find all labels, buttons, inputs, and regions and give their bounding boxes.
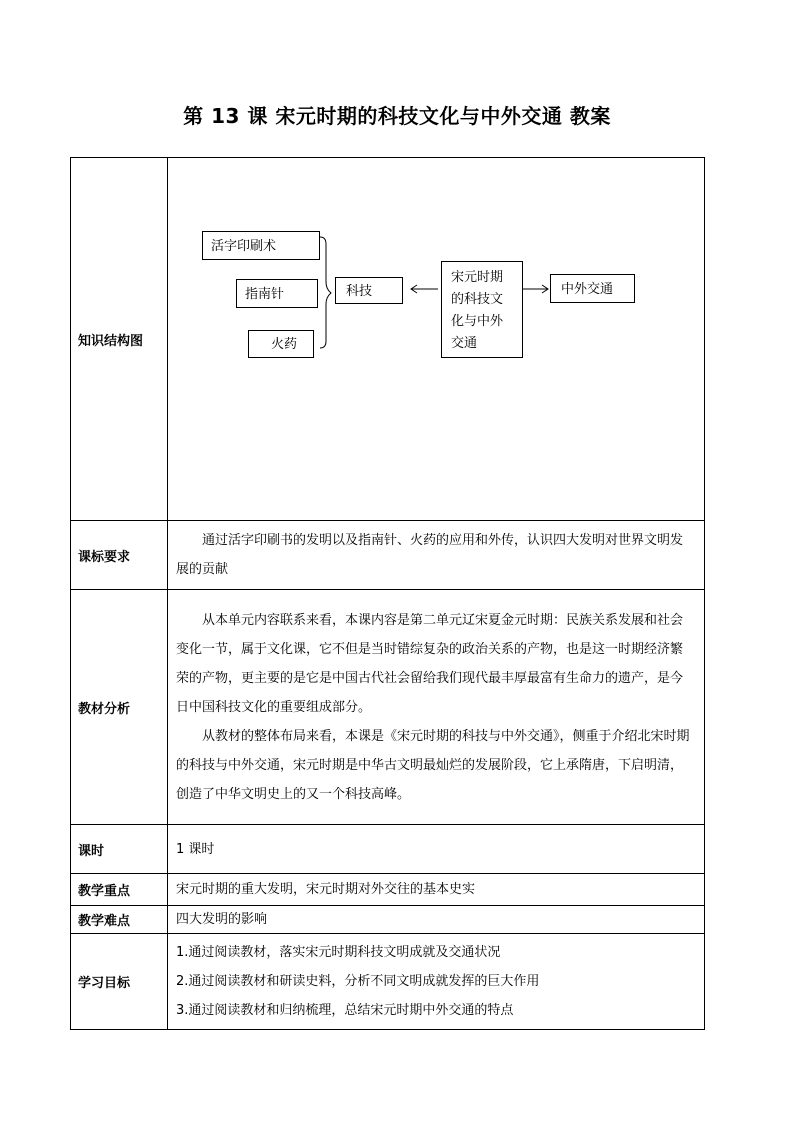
box-tech: 科技 [335, 277, 403, 304]
box-transport: 中外交通 [550, 274, 635, 303]
key-text: 宋元时期的重大发明，宋元时期对外交往的基本史实 [168, 874, 705, 906]
row-label-difficulty: 教学难点 [71, 906, 168, 934]
analysis-paragraph-1: 从本单元内容联系来看，本课内容是第二单元辽宋夏金元时期：民族关系发展和社会变化一节，属于文化课，它不但是当时错综复杂的政治关系的产物，也是这一时期经济繁荣的产物，更主要的是它是中国古代社会留给我们现代最丰厚最富有生命力的遗产，是今日中国科技文化的重要组成部分。 [176, 612, 684, 715]
box-movable-type: 活字印刷术 [202, 231, 320, 260]
curly-brace [320, 237, 331, 348]
center-line: 交通 [451, 336, 478, 351]
table-row [71, 825, 705, 874]
box-gunpowder: 火药 [248, 330, 314, 358]
row-label-structure: 知识结构图 [71, 158, 168, 521]
difficulty-text: 四大发明的影响 [168, 906, 705, 934]
center-line: 化与中外 [451, 314, 504, 329]
center-line: 的科技文 [451, 292, 504, 307]
table-row [71, 590, 705, 825]
row-label-analysis: 教材分析 [71, 590, 168, 825]
table-row [71, 158, 705, 521]
row-label-key: 教学重点 [71, 874, 168, 906]
knowledge-structure-cell [168, 158, 705, 521]
table-row [71, 906, 705, 934]
center-line: 宋元时期 [451, 270, 504, 285]
standard-text: 通过活字印刷书的发明以及指南针、火药的应用和外传，认识四大发明对世界文明发展的贡献 [168, 521, 705, 590]
lesson-plan-table [70, 157, 705, 1030]
table-row [71, 874, 705, 906]
row-label-period: 课时 [71, 825, 168, 874]
objective-item: 2.通过阅读教材和研读史料，分析不同文明成就发挥的巨大作用 [176, 974, 540, 989]
document-title: 第 13 课 宋元时期的科技文化与中外交通 教案 [183, 104, 611, 128]
period-text: 1 课时 [168, 825, 705, 874]
objectives-cell [168, 934, 705, 1030]
box-center-topic [441, 261, 523, 358]
analysis-paragraph-2: 从教材的整体布局来看，本课是《宋元时期的科技与中外交通》，侧重于介绍北宋时期的科技与中外交通，宋元时期是中华古文明最灿烂的发展阶段，它上承隋唐，下启明清，创造了中华文明史上的又一个科技高峰。 [176, 728, 690, 802]
knowledge-structure-diagram [168, 158, 704, 520]
table-row [71, 934, 705, 1030]
row-label-standard: 课标要求 [71, 521, 168, 590]
objective-item: 1.通过阅读教材，落实宋元时期科技文明成就及交通状况 [176, 945, 501, 960]
analysis-cell [168, 590, 705, 825]
table-row [71, 521, 705, 590]
row-label-objectives: 学习目标 [71, 934, 168, 1030]
box-compass: 指南针 [236, 279, 318, 308]
objective-item: 3.通过阅读教材和归纳梳理，总结宋元时期中外交通的特点 [176, 1003, 514, 1018]
